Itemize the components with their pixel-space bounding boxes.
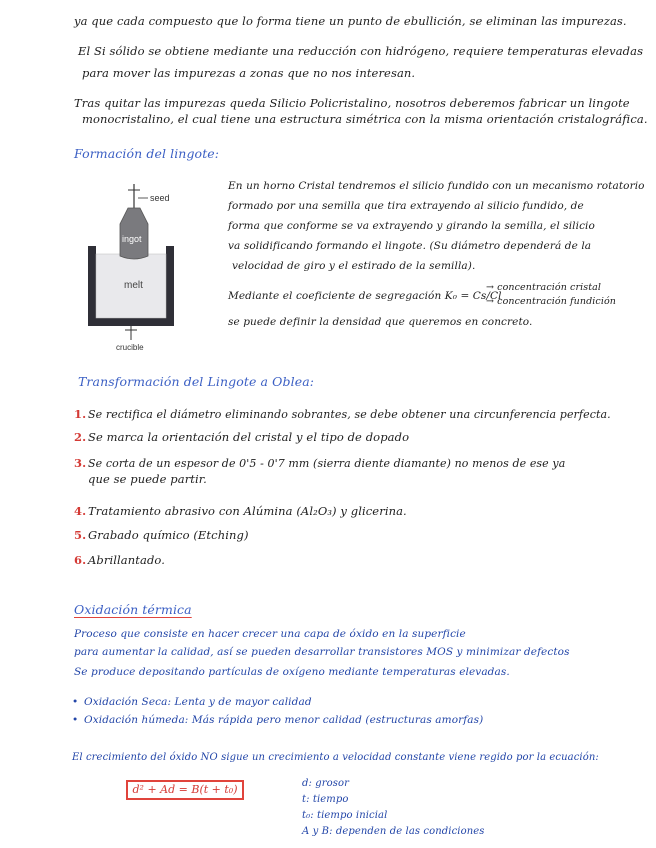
- intro-line-1: ya que cada compuesto que lo forma tiene un punto de ebullición, se eliminan las impurezas.: [74, 14, 627, 28]
- formula-legend-d: d: grosor: [302, 778, 349, 789]
- step-number: 5.: [74, 528, 87, 542]
- oxidacion-bullet-1: [72, 696, 312, 708]
- lingote-line-6: Mediante el coeficiente de segregación K₀ = Cs/Cl: [228, 290, 502, 302]
- czochralski-diagram: [88, 180, 223, 352]
- bullet-text: Oxidación húmeda: Más rápida pero menor calidad (estructuras amorfas): [84, 714, 484, 726]
- step-text: Se marca la orientación del cristal y el tipo de dopado: [88, 430, 410, 444]
- lingote-line-4: va solidificando formando el lingote. (Su diámetro dependerá de la: [228, 240, 592, 252]
- oxide-growth-formula: d² + Ad = B(t + t₀): [126, 780, 244, 800]
- oxidacion-line-1: Proceso que consiste en hacer crecer una capa de óxido en la superficie: [74, 628, 466, 640]
- lingote-line-3: forma que conforme se va extrayendo y girando la semilla, el silicio: [228, 220, 595, 232]
- oxidacion-line-2: para aumentar la calidad, así se pueden desarrollar transistores MOS y minimizar defectos: [74, 646, 570, 658]
- oblea-step-5: [74, 528, 249, 542]
- intro-line-4: Tras quitar las impurezas queda Silicio Policristalino, nosotros deberemos fabricar un lingote: [74, 96, 630, 110]
- step-text: Tratamiento abrasivo con Alúmina (Al₂O₃) y glicerina.: [88, 504, 407, 518]
- bullet-icon: •: [72, 714, 79, 726]
- formula-legend-t0: t₀: tiempo inicial: [302, 810, 388, 821]
- intro-line-2: El Si sólido se obtiene mediante una reducción con hidrógeno, requiere temperaturas elevadas: [78, 44, 644, 58]
- step-text: Se corta de un espesor de 0'5 - 0'7 mm (sierra diente diamante) no menos de ese ya: [88, 457, 566, 470]
- step-text: que se puede partir.: [88, 472, 207, 486]
- section-heading-oxidacion: Oxidación térmica: [74, 602, 192, 617]
- intro-line-5: monocristalino, el cual tiene una estructura simétrica con la misma orientación cristalográfica.: [82, 112, 648, 126]
- lingote-line-1: En un horno Cristal tendremos el silicio fundido con un mecanismo rotatorio: [228, 180, 645, 192]
- lingote-line-5: velocidad de giro y el estirado de la semilla).: [232, 260, 476, 272]
- step-number: 4.: [74, 504, 87, 518]
- seed-label: seed: [150, 193, 170, 203]
- growth-sentence: El crecimiento del óxido NO sigue un crecimiento a velocidad constante viene regido por la ecuación:: [72, 752, 599, 763]
- step-text: Abrillantado.: [88, 553, 165, 567]
- section-heading-lingote: Formación del lingote:: [74, 146, 220, 161]
- ingot-label: ingot: [122, 234, 142, 244]
- oblea-step-2: [74, 430, 409, 444]
- oblea-step-3-cont: [74, 472, 207, 486]
- oblea-step-6: [74, 553, 165, 567]
- lingote-line-7: se puede definir la densidad que queremos en concreto.: [228, 316, 533, 328]
- step-number: 6.: [74, 553, 87, 567]
- lingote-line-2: formado por una semilla que tira extrayendo al silicio fundido, de: [228, 200, 584, 212]
- oblea-step-4: [74, 504, 407, 518]
- step-number: 1.: [74, 407, 87, 421]
- bullet-icon: •: [72, 696, 79, 708]
- bullet-text: Oxidación Seca: Lenta y de mayor calidad: [84, 696, 312, 708]
- oblea-step-1: [74, 407, 611, 421]
- step-text: Se rectifica el diámetro eliminando sobrantes, se debe obtener una circunferencia perfecta.: [88, 408, 611, 421]
- intro-line-3: para mover las impurezas a zonas que no nos interesan.: [82, 66, 416, 80]
- melt-label: melt: [124, 280, 143, 291]
- oxidacion-bullet-2: [72, 714, 483, 726]
- oblea-step-3: [74, 456, 565, 470]
- formula-legend-ab: A y B: dependen de las condiciones: [302, 826, 485, 837]
- step-number: 2.: [74, 430, 87, 444]
- cs-legend: → concentración cristal: [486, 282, 602, 293]
- step-number: 3.: [74, 456, 87, 470]
- formula-legend-t: t: tiempo: [302, 794, 349, 805]
- oxidacion-line-3: Se produce depositando partículas de oxígeno mediante temperaturas elevadas.: [74, 666, 510, 678]
- step-text: Grabado químico (Etching): [88, 528, 249, 542]
- crucible-label: crucible: [116, 343, 144, 352]
- section-heading-oblea: Transformación del Lingote a Oblea:: [78, 374, 315, 389]
- cl-legend: → concentración fundición: [486, 296, 617, 307]
